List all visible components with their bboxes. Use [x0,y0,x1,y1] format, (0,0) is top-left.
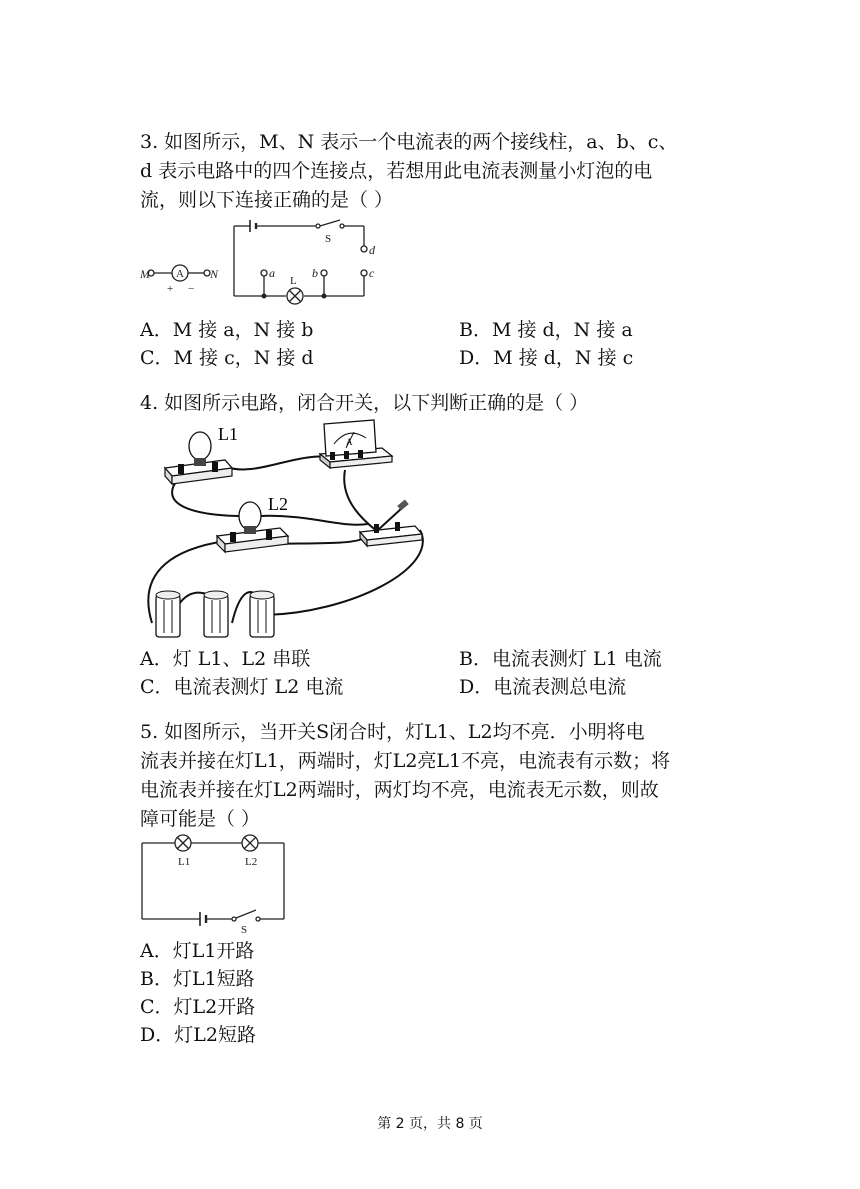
label-m: M [140,267,150,281]
battery-3 [250,591,274,637]
ammeter-a-label: A [176,268,184,280]
q5-option-a[interactable]: A．灯L1开路 [140,940,255,962]
q5-option-b[interactable]: B．灯L1短路 [140,968,255,990]
q3-option-a[interactable]: A．M 接 a，N 接 b [140,319,314,341]
label-d: d [369,243,375,257]
q4-circuit-figure [140,418,430,646]
lamp-l1-label: L1 [178,856,191,868]
q5-option-c[interactable]: C．灯L2开路 [140,996,256,1018]
switch-s-label: S [325,233,332,245]
q4-option-a[interactable]: A．灯 L1、L2 串联 [140,648,311,670]
q3-option-d[interactable]: D．M 接 d，N 接 c [459,347,634,369]
q4-option-d[interactable]: D．电流表测总电流 [459,676,627,698]
q5-option-d[interactable]: D．灯L2短路 [140,1024,256,1046]
lamp-l-label: L [290,275,297,287]
q5-line-4: 障可能是（ ） [140,808,261,830]
lamp-l1-label: L1 [218,424,238,444]
plus-label: + [167,283,174,295]
q5-line-2: 流表并接在灯L1，两端时，灯L2亮L1不亮，电流表有示数；将 [140,750,671,772]
switch-s-label: S [241,924,248,934]
page-footer: 第 2 页，共 8 页 [377,1116,483,1132]
ammeter-device [320,420,392,468]
minus-label: − [188,283,195,295]
q5-line-3: 电流表并接在灯L2两端时，两灯均不亮，电流表无示数，则故 [140,779,659,801]
switch-device [360,499,422,546]
label-b: b [312,266,318,280]
ammeter-a-label: A [346,437,353,447]
q3-option-c[interactable]: C．M 接 c，N 接 d [140,347,314,369]
q4-option-c[interactable]: C．电流表测灯 L2 电流 [140,676,344,698]
battery-2 [204,591,228,637]
q5-circuit-figure [138,832,288,934]
q3-option-b[interactable]: B．M 接 d，N 接 a [459,319,633,341]
label-a: a [269,266,275,280]
lamp-l2-label: L2 [245,856,258,868]
q5-line-1: 5. 如图所示，当开关S闭合时，灯L1、L2均不亮．小明将电 [140,721,645,743]
q3-line-1: 3. 如图所示，M、N 表示一个电流表的两个接线柱，a、b、c、 [140,131,678,153]
q3-line-3: 流，则以下连接正确的是（ ） [140,189,394,211]
q4-stem: 4. 如图所示电路，闭合开关，以下判断正确的是（ ） [140,392,589,414]
q4-option-b[interactable]: B．电流表测灯 L1 电流 [459,648,662,670]
q3-circuit-figure [138,218,388,308]
lamp-l2-label: L2 [268,494,288,514]
label-c: c [369,266,375,280]
q3-line-2: d 表示电路中的四个连接点，若想用此电流表测量小灯泡的电 [140,160,653,182]
battery-1 [156,591,180,637]
label-n: N [210,267,219,281]
